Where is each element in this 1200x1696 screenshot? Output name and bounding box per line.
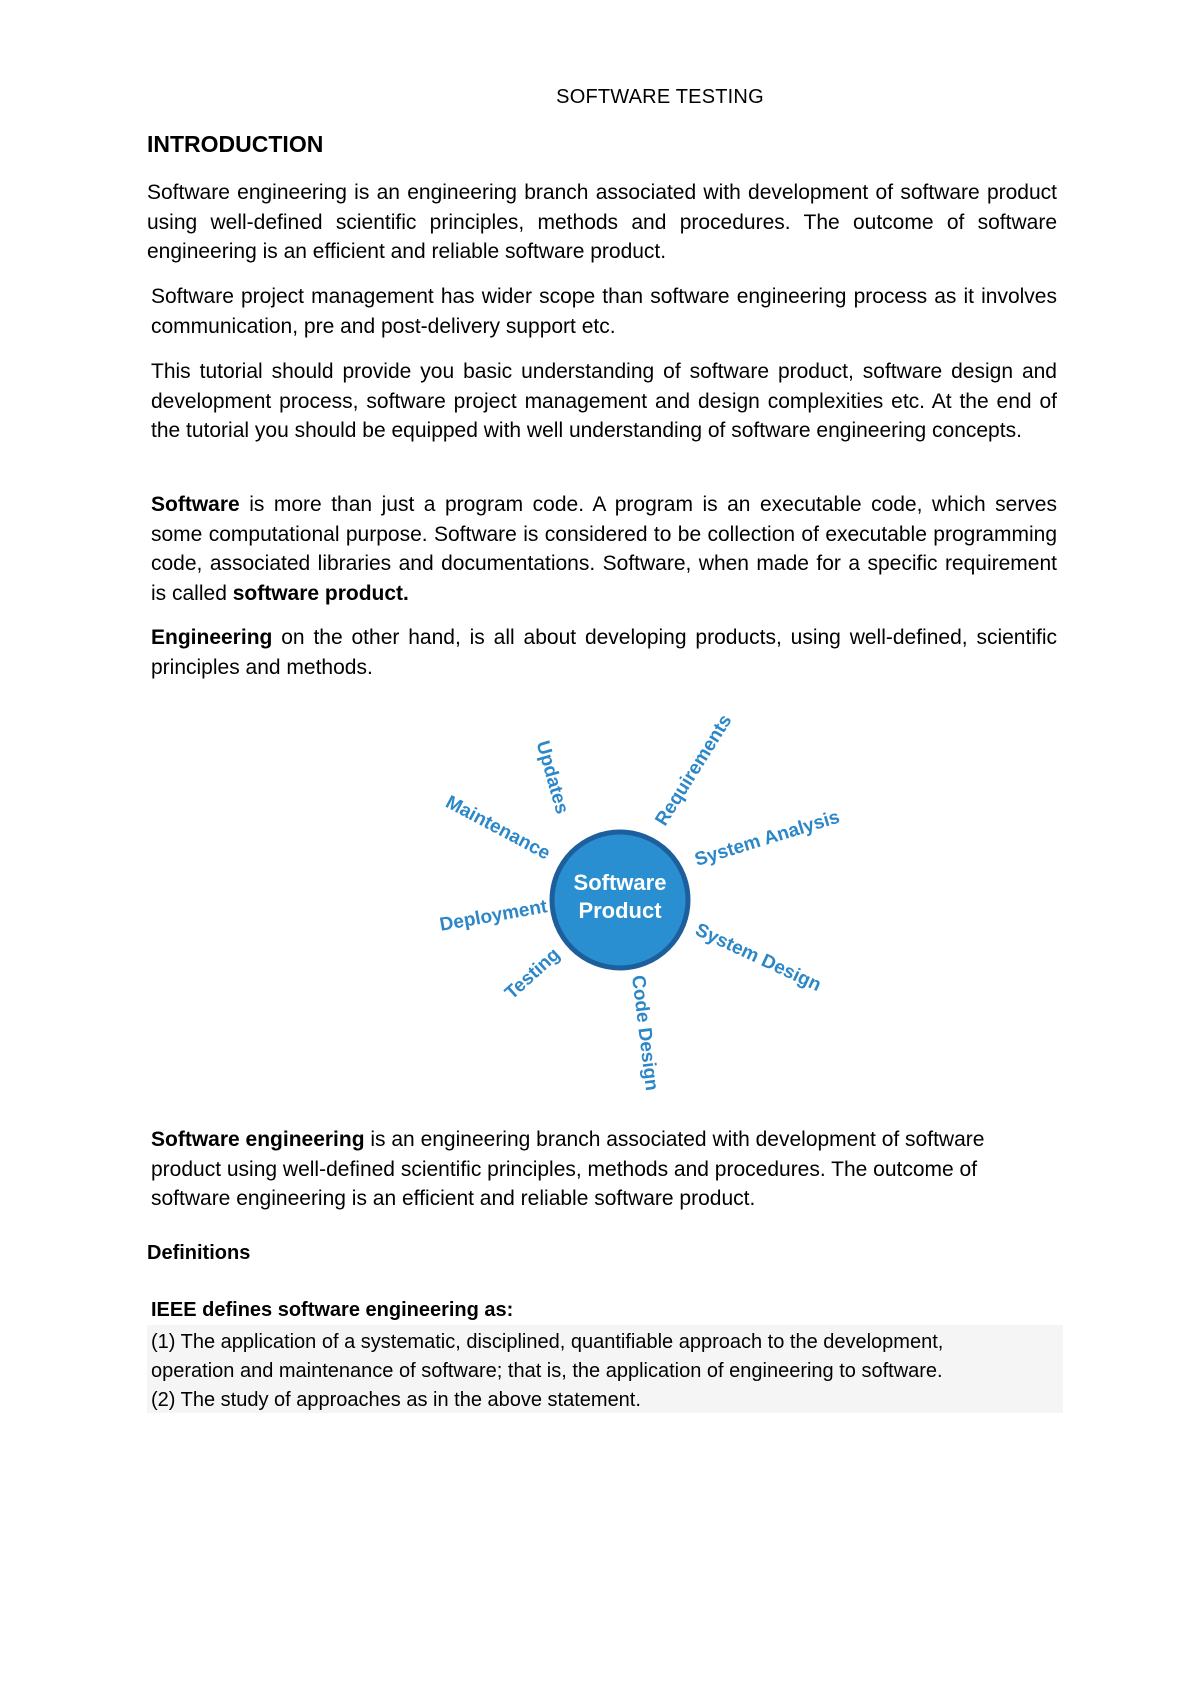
ieee-definition-heading: IEEE defines software engineering as: (151, 1299, 514, 1321)
ray-label-system-design: System Design (691, 919, 825, 997)
paragraph-tutorial: This tutorial should provide you basic understanding of software product, software design and development process, software project management and design complexities etc. At the end of the tutorial you should be equipped with well understanding of software engineering concepts. (151, 360, 1057, 442)
section-heading-introduction: INTRODUCTION (147, 131, 324, 157)
paragraph-engineering-text: on the other hand, is all about developing products, using well-defined, scientific principles and methods. (151, 626, 1057, 679)
ray-label-code-design: Code Design (627, 974, 663, 1092)
center-label-line2: Product (578, 898, 662, 923)
paragraph-software-engineering (151, 1125, 1037, 1214)
definitions-heading: Definitions (147, 1242, 251, 1264)
term-software-product: software product. (232, 581, 409, 605)
ieee-definition-line: (2) The study of approaches as in the above statement. (151, 1389, 641, 1411)
ieee-definition-line: operation and maintenance of software; that is, the application of engineering to software. (151, 1360, 943, 1382)
term-software: Software (151, 493, 240, 516)
paragraph-software-text: is more than just a program code. A program is an executable code, which serves some computational purpose. Software is considered to be collection of executable programming code, associated libraries and documentations. Software, when made for a specific requirement is called (151, 493, 1057, 605)
paragraph-software-engineering-text: is an engineering branch associated with development of software product using well-defined scientific principles, methods and procedures. The outcome of software engineering is an efficient and reliable software product. (151, 1128, 985, 1210)
paragraph-software (151, 490, 1057, 608)
software-product-diagram (420, 700, 880, 1100)
paragraph-project-management: Software project management has wider scope than software engineering process as it involves communication, pre and post-delivery support etc. (151, 285, 1057, 338)
ray-label-requirements: Requirements (651, 711, 737, 830)
ray-label-maintenance: Maintenance (442, 791, 554, 865)
ray-label-testing: Testing (501, 944, 565, 1004)
ray-label-deployment: Deployment (438, 896, 549, 936)
paragraph-intro: Software engineering is an engineering branch associated with development of software product using well-defined scientific principles, methods and procedures. The outcome of software engineering is an efficient and reliable software product. (147, 181, 1057, 263)
term-software-engineering: Software engineering (151, 1128, 365, 1151)
ray-label-updates: Updates (531, 738, 573, 817)
paragraph-engineering (151, 623, 1057, 682)
ray-label-system-analysis: System Analysis (692, 806, 843, 871)
document-title: SOFTWARE TESTING (556, 86, 764, 108)
ieee-definition-line: (1) The application of a systematic, disciplined, quantifiable approach to the development, (151, 1331, 944, 1353)
center-label-line1: Software (573, 870, 667, 895)
term-engineering: Engineering (151, 626, 273, 649)
